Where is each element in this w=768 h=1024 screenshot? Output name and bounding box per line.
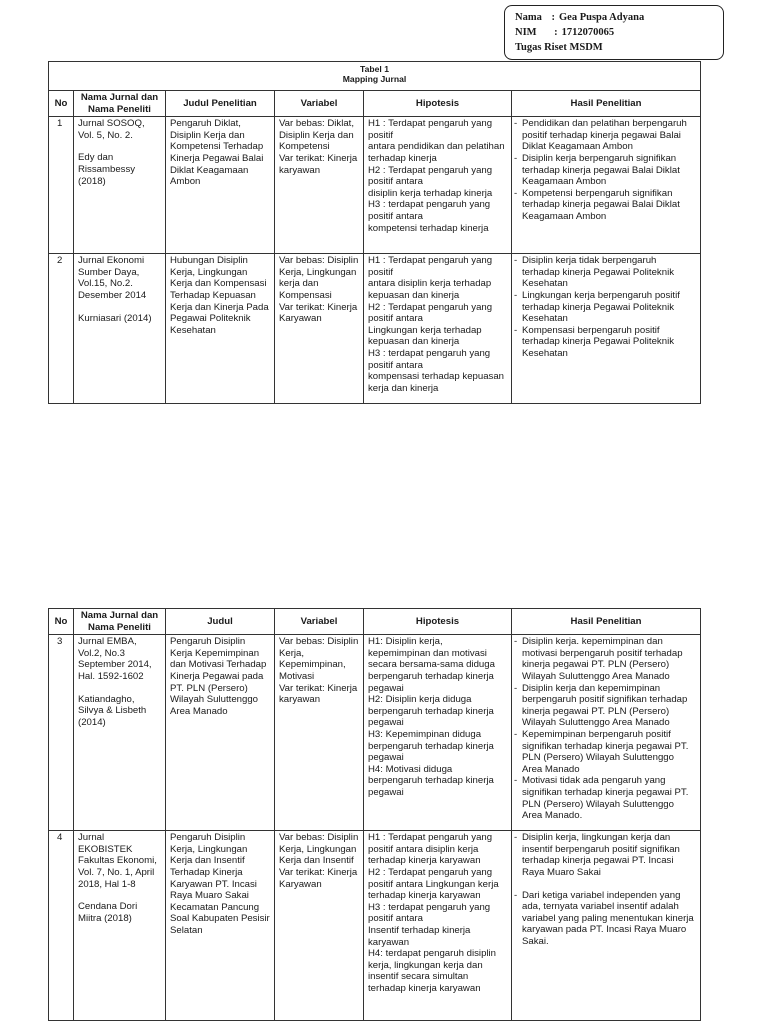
hipotesis-line: H1 : Terdapat pengaruh yang positif	[368, 255, 493, 278]
hasil-item: - Kompetensi berpengaruh signifikan terhadap kinerja pegawai Balai Diklat Keagamaan Ambon	[516, 188, 696, 223]
header-jurnal: Nama Jurnal dan Nama Peneliti	[74, 91, 166, 117]
hipotesis-line: Insentif terhadap kinerja karyawan	[368, 924, 471, 948]
jurnal-name: Jurnal SOSOQ, Vol. 5, No. 2.	[78, 118, 145, 141]
hipotesis-line: kompensasi terhadap kepuasan kerja dan kinerja	[368, 371, 505, 394]
student-name: Gea Puspa Adyana	[559, 12, 645, 23]
hipotesis-line: H3 : terdapat pengaruh yang positif antara	[368, 347, 491, 371]
jurnal-name: Jurnal Ekonomi Sumber Daya, Vol.15, No.2. Desember 2014	[78, 255, 147, 301]
row-hipotesis	[364, 117, 512, 254]
hasil-item: - Kompensasi berpengaruh positif terhadap kinerja Pegawai Politeknik Kesehatan	[516, 325, 696, 360]
header-no: No	[49, 91, 74, 117]
jurnal-name: Jurnal EKOBISTEK Fakultas Ekonomi, Vol. 7, No. 1, April 2018, Hal 1-8	[78, 832, 157, 890]
hipotesis-line: kompetensi terhadap kinerja	[368, 222, 489, 234]
name-label: Nama	[515, 12, 542, 23]
row-no: 2	[49, 254, 74, 404]
hipotesis-line: H2 : Terdapat pengaruh yang positif antara	[368, 301, 493, 325]
row-judul: Pengaruh Disiplin Kerja Kepemimpinan dan Motivasi Terhadap Kinerja Pegawai pada PT. PLN (Persero) Wilayah Suluttenggo Area Manado	[166, 635, 275, 831]
nim-label: NIM	[515, 27, 537, 38]
hipotesis-line: H3 : terdapat pengaruh yang positif antara	[368, 901, 491, 925]
researcher-name: Katiandagho, Silvya & Lisbeth (2014)	[78, 693, 147, 728]
row-hasil	[512, 254, 701, 404]
hipotesis-line: H3 : terdapat pengaruh yang positif antara	[368, 199, 491, 222]
header-variabel: Variabel	[275, 609, 364, 635]
variabel-terikat: Var terikat: Kinerja Karyawan	[279, 866, 358, 890]
variabel-terikat: Var terikat: Kinerja karyawan	[279, 152, 358, 176]
mapping-table-1	[48, 61, 700, 404]
row-hipotesis	[364, 831, 512, 1021]
mapping-table-2	[48, 608, 700, 1021]
row-hipotesis	[364, 635, 512, 831]
student-info-box	[504, 5, 724, 60]
variabel-terikat: Var terikat: Kinerja karyawan	[279, 682, 358, 706]
hasil-item: - Disiplin kerja, lingkungan kerja dan insentif berpengaruh positif signifikan terhadap kinerja pegawai PT. Incasi Raya Muaro Sakai	[516, 832, 696, 878]
row-jurnal	[74, 254, 166, 404]
header-jurnal: Nama Jurnal dan Nama Peneliti	[74, 609, 166, 635]
hipotesis-line: disiplin kerja terhadap kinerja	[368, 187, 493, 199]
researcher-name: Edy dan Rissambessy (2018)	[78, 152, 136, 187]
table-row	[49, 254, 701, 404]
row-hasil	[512, 635, 701, 831]
hasil-item: - Disiplin kerja berpengaruh signifikan terhadap kinerja pegawai Balai Diklat Keagamaan Ambon	[516, 153, 696, 188]
hipotesis-line: H1 : Terdapat pengaruh yang positif antara disiplin kerja terhadap kinerja karyawan	[368, 832, 493, 867]
row-judul: Pengaruh Disiplin Kerja, Lingkungan Kerja dan Insentif Terhadap Kinerja Karyawan PT. Incasi Raya Muaro Sakai Kecamatan Pancung Soal Kabupaten Pesisir Selatan	[166, 831, 275, 1021]
hasil-item: - Dari ketiga variabel independen yang ada, ternyata variabel insentif adalah variabel yang paling menentukan kinerja karyawan pada PT. Incasi Raya Muaro Sakai.	[516, 890, 696, 948]
hipotesis-line: Lingkungan kerja terhadap kepuasan dan kinerja	[368, 324, 482, 348]
table-caption	[49, 62, 701, 91]
table-row	[49, 117, 701, 254]
variabel-bebas: Var bebas: Diklat, Disiplin Kerja dan Kompetensi	[279, 118, 355, 153]
table-caption-number: Tabel 1	[360, 64, 389, 74]
header-hipotesis: Hipotesis	[364, 609, 512, 635]
hasil-item: - Disiplin kerja. kepemimpinan dan motivasi berpengaruh positif terhadap kinerja pegawai PT. PLN (Persero) Wilayah Suluttenggo Area Manado	[516, 636, 696, 682]
variabel-bebas: Var bebas: Disiplin Kerja, Lingkungan kerja dan Kompensasi	[279, 255, 359, 301]
variabel-bebas: Var bebas: Disiplin Kerja, Kepemimpinan, Motivasi	[279, 636, 359, 682]
hipotesis-line: antara pendidikan dan pelatihan	[368, 141, 505, 153]
hipotesis-line: H4: terdapat pengaruh disiplin kerja, lingkungan kerja dan insentif secara simultan terhadap kinerja karyawan	[368, 948, 497, 994]
header-variabel: Variabel	[275, 91, 364, 117]
hipotesis-line: H1 : Terdapat pengaruh yang positif	[368, 118, 493, 141]
row-no: 3	[49, 635, 74, 831]
header-no: No	[49, 609, 74, 635]
student-nim: 1712070065	[561, 27, 615, 38]
row-variabel	[275, 254, 364, 404]
row-judul: Hubungan Disiplin Kerja, Lingkungan Kerja dan Kompensasi Terhadap Kepuasan Kerja dan Kinerja Pada Pegawai Politeknik Kesehatan	[166, 254, 275, 404]
header-judul: Judul	[166, 609, 275, 635]
hipotesis-line: H2 : Terdapat pengaruh yang positif antara	[368, 164, 493, 188]
row-variabel	[275, 117, 364, 254]
hipotesis-line: antara disiplin kerja terhadap kepuasan dan kinerja	[368, 278, 492, 301]
row-jurnal	[74, 117, 166, 254]
hasil-item: - Pendidikan dan pelatihan berpengaruh positif terhadap kinerja pegawai Balai Diklat Keagamaan Ambon	[516, 118, 696, 153]
header-hipotesis: Hipotesis	[364, 91, 512, 117]
hipotesis-line: H2: Disiplin kerja diduga berpengaruh terhadap kinerja pegawai	[368, 694, 494, 729]
student-nim-row: NIM : 1712070065	[515, 27, 615, 38]
row-variabel	[275, 831, 364, 1021]
jurnal-name: Jurnal EMBA, Vol.2, No.3 September 2014, Hal. 1592-1602	[78, 636, 152, 682]
hasil-item: - Disiplin kerja tidak berpengaruh terhadap kinerja Pegawai Politeknik Kesehatan	[516, 255, 696, 290]
row-hasil	[512, 831, 701, 1021]
row-hasil	[512, 117, 701, 254]
student-name-row: Nama : Gea Puspa Adyana	[515, 12, 645, 23]
hasil-item: - Disiplin kerja dan kepemimpinan berpengaruh positif signifikan terhadap kinerja pegawai PT. PLN (Persero) Wilayah Suluttenggo Area Manado	[516, 683, 696, 729]
task-row	[515, 40, 713, 55]
variabel-bebas: Var bebas: Disiplin Kerja, Lingkungan Kerja dan Insentif	[279, 832, 359, 867]
researcher-name: Cendana Dori Miitra (2018)	[78, 901, 138, 924]
table-caption-title: Mapping Jurnal	[342, 74, 407, 84]
task-title: Tugas Riset MSDM	[515, 42, 603, 53]
hipotesis-line: H3: Kepemimpinan diduga berpengaruh terhadap kinerja pegawai	[368, 728, 494, 764]
hipotesis-line: terhadap kinerja	[368, 152, 437, 164]
hipotesis-line: H1: Disiplin kerja, kepemimpinan dan motivasi secara bersama-sama diduga berpengaruh terhadap kinerja pegawai	[368, 636, 495, 694]
hipotesis-line: H4: Motivasi diduga berpengaruh terhadap kinerja pegawai	[368, 763, 494, 798]
row-hipotesis	[364, 254, 512, 404]
hipotesis-line: H2 : Terdapat pengaruh yang positif antara Lingkungan kerja terhadap kinerja karyawan	[368, 866, 499, 902]
hasil-item: - Motivasi tidak ada pengaruh yang signifikan terhadap kinerja pegawai PT. PLN (Persero) Wilayah Suluttenggo Area Manado.	[516, 775, 696, 821]
row-jurnal	[74, 635, 166, 831]
row-jurnal	[74, 831, 166, 1021]
row-variabel	[275, 635, 364, 831]
row-no: 1	[49, 117, 74, 254]
header-judul: Judul Penelitian	[166, 91, 275, 117]
hasil-item: - Kepemimpinan berpengaruh positif signifikan terhadap kinerja pegawai PT. PLN (Persero) Wilayah Suluttenggo Area Manado	[516, 729, 696, 775]
header-hasil: Hasil Penelitian	[512, 609, 701, 635]
table-row	[49, 635, 701, 831]
row-judul: Pengaruh Diklat, Disiplin Kerja dan Kompetensi Terhadap Kinerja Pegawai Balai Diklat Keagamaan Ambon	[166, 117, 275, 254]
row-no: 4	[49, 831, 74, 1021]
table-row	[49, 831, 701, 1021]
header-hasil: Hasil Penelitian	[512, 91, 701, 117]
variabel-terikat: Var terikat: Kinerja Karyawan	[279, 301, 358, 325]
hasil-item: - Lingkungan kerja berpengaruh positif terhadap kinerja Pegawai Politeknik Kesehatan	[516, 290, 696, 325]
researcher-name: Kurniasari (2014)	[78, 312, 152, 324]
